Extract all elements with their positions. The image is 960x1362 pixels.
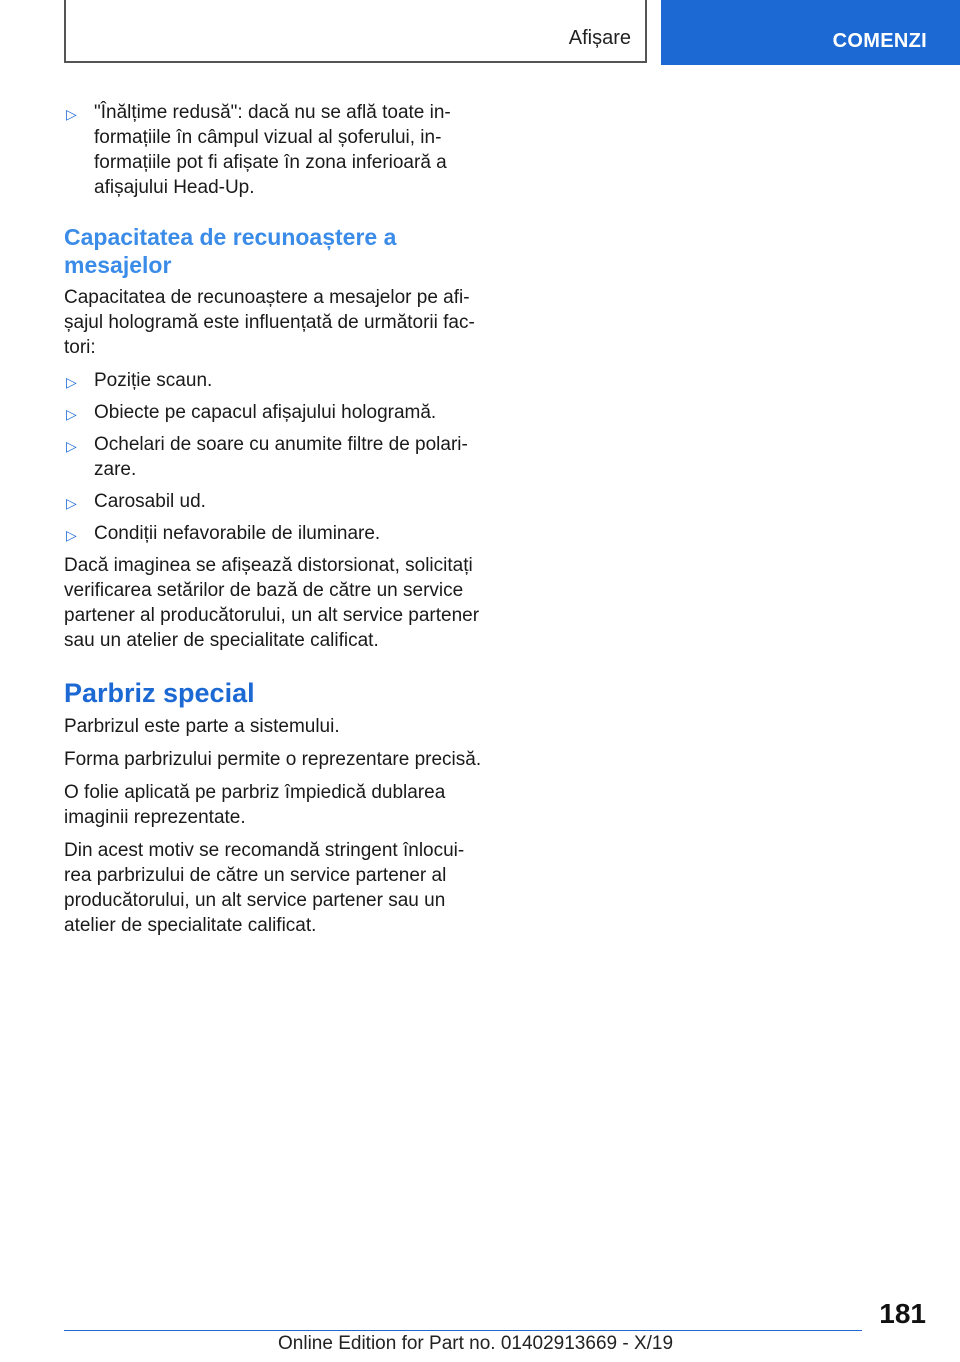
- list-item: [64, 400, 484, 425]
- list-item-text: Ochelari de soare cu anumite filtre de polari-zare.: [94, 434, 468, 480]
- recognition-note: Dacă imaginea se afișează distorsionat, solicitați verificarea setărilor de bază de către un service partener al producătorului, un alt service partener sau un atelier de specialitate calificat.: [64, 555, 480, 651]
- recognition-heading: Capacitatea de recunoaștere a mesajelor: [64, 224, 397, 278]
- windshield-paragraph: Forma parbrizului permite o reprezentare precisă.: [64, 749, 482, 770]
- footer-edition: Online Edition for Part no. 01402913669 - X/19: [278, 1333, 674, 1354]
- list-item-text: Condiții nefavorabile de iluminare.: [94, 523, 381, 544]
- triangle-bullet-icon: ▷: [66, 374, 77, 390]
- list-item-text: "Înălțime redusă": dacă nu se află toate in-formațiile în câmpul vizual al șoferului, in-formațiile pot fi afișate în zona inferioară a afișajului Head-Up.: [94, 102, 451, 198]
- windshield-paragraph: Parbrizul este parte a sistemului.: [64, 716, 340, 737]
- chapter-title: COMENZI: [832, 30, 927, 52]
- triangle-bullet-icon: ▷: [66, 527, 77, 543]
- intro-bullet-list: [64, 100, 484, 200]
- list-item: [64, 368, 484, 393]
- page-content: [64, 100, 484, 946]
- list-item: [64, 100, 484, 200]
- windshield-heading: Parbriz special: [64, 678, 255, 708]
- triangle-bullet-icon: ▷: [66, 495, 77, 511]
- factor-list: [64, 368, 484, 546]
- section-title: Afișare: [568, 27, 631, 49]
- footer-divider: [64, 1330, 862, 1331]
- list-item: [64, 521, 484, 546]
- triangle-bullet-icon: ▷: [66, 106, 77, 122]
- list-item: [64, 432, 484, 482]
- header-section-tab: [64, 0, 647, 63]
- recognition-intro: Capacitatea de recunoaștere a mesajelor pe afi-șajul hologramă este influențată de următorii fac-tori:: [64, 287, 475, 358]
- list-item-text: Obiecte pe capacul afișajului hologramă.: [94, 402, 437, 423]
- header-chapter-tab: [661, 0, 960, 65]
- triangle-bullet-icon: ▷: [66, 406, 77, 422]
- page-number: 181: [879, 1298, 926, 1329]
- list-item: [64, 489, 484, 514]
- windshield-paragraph: Din acest motiv se recomandă stringent înlocui-rea parbrizului de către un service partener al producătorului, un alt service partener sau un atelier de specialitate calificat.: [64, 840, 465, 936]
- triangle-bullet-icon: ▷: [66, 438, 77, 454]
- list-item-text: Poziție scaun.: [94, 370, 213, 391]
- windshield-paragraph: O folie aplicată pe parbriz împiedică dublarea imaginii reprezentate.: [64, 782, 446, 828]
- list-item-text: Carosabil ud.: [94, 491, 206, 512]
